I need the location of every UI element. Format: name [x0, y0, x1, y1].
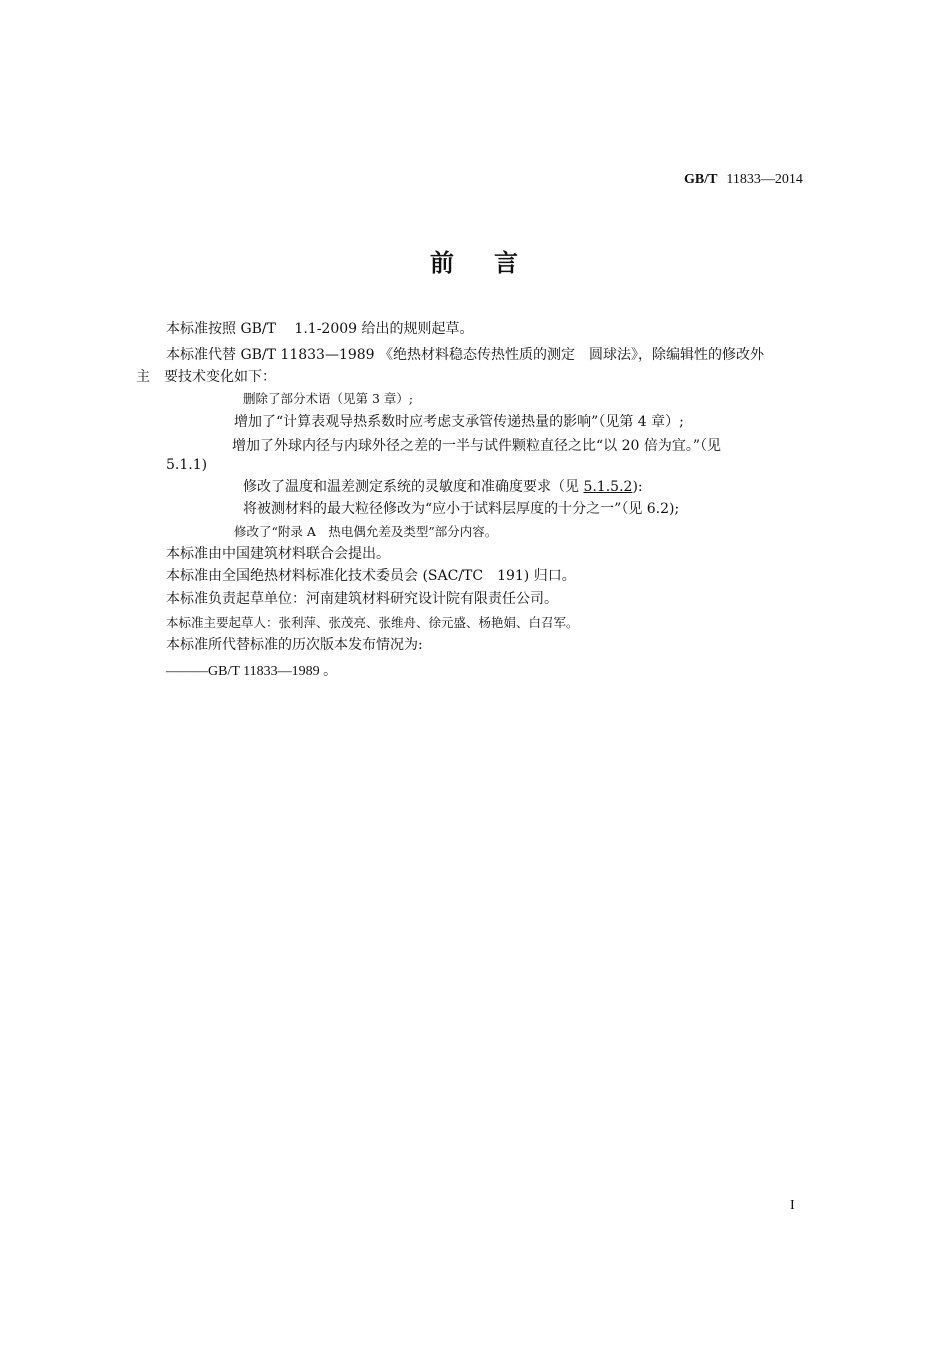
paragraph-history-item: ———GB/T 11833—1989 。 [166, 664, 338, 679]
standard-code [684, 171, 803, 188]
change-item-4 [243, 478, 643, 496]
change-item-3-continued: 5.1.1) [166, 457, 208, 473]
standard-prefix: GB/T [684, 172, 718, 187]
change-item-1: 删除了部分术语（见第 3 章）; [243, 391, 414, 406]
paragraph-centralized-by: 本标准由全国绝热材料标准化技术委员会 (SAC/TC 191) 归口。 [166, 568, 576, 584]
change-item-4-text: 修改了温度和温差测定系统的灵敏度和准确度要求（见 [243, 479, 584, 495]
page-number: I [790, 1198, 795, 1213]
change-item-2: 增加了“计算表观导热系数时应考虑支承管传递热量的影响”（见第 4 章）; [234, 414, 684, 430]
paragraph-drafting-unit: 本标准负责起草单位：河南建筑材料研究设计院有限责任公司。 [166, 591, 558, 607]
change-item-4-end: ): [632, 479, 643, 495]
paragraph-drafting-rules: 本标准按照 GB/T 1.1-2009 给出的规则起草。 [166, 321, 474, 337]
change-item-5: 将被测材料的最大粒径修改为“应小于试料层厚度的十分之一”（见 6.2); [243, 501, 680, 517]
change-item-3: 增加了外球内径与内球外径之差的一半与试件颗粒直径之比“以 20 倍为宜。”（见 [232, 438, 722, 454]
standard-number: 11833—2014 [726, 172, 803, 187]
paragraph-proposed-by: 本标准由中国建筑材料联合会提出。 [166, 546, 390, 562]
paragraph-replaces: 本标准代替 GB/T 11833—1989 《绝热材料稳态传热性质的测定 圆球法》，除编辑性的修改外 [166, 347, 765, 363]
paragraph-history-intro: 本标准所代替标准的历次版本发布情况为: [166, 637, 423, 653]
paragraph-replaces-continued: 主 要技术变化如下： [136, 369, 276, 385]
clause-reference-link[interactable]: 5.1.5.2 [583, 479, 633, 495]
page-title: 前言 [430, 248, 558, 277]
change-item-6: 修改了“附录 A 热电偶允差及类型”部分内容。 [234, 524, 498, 539]
paragraph-drafters: 本标准主要起草人：张利萍、张茂亮、张维舟、徐元盛、杨艳娟、白召军。 [166, 615, 579, 630]
